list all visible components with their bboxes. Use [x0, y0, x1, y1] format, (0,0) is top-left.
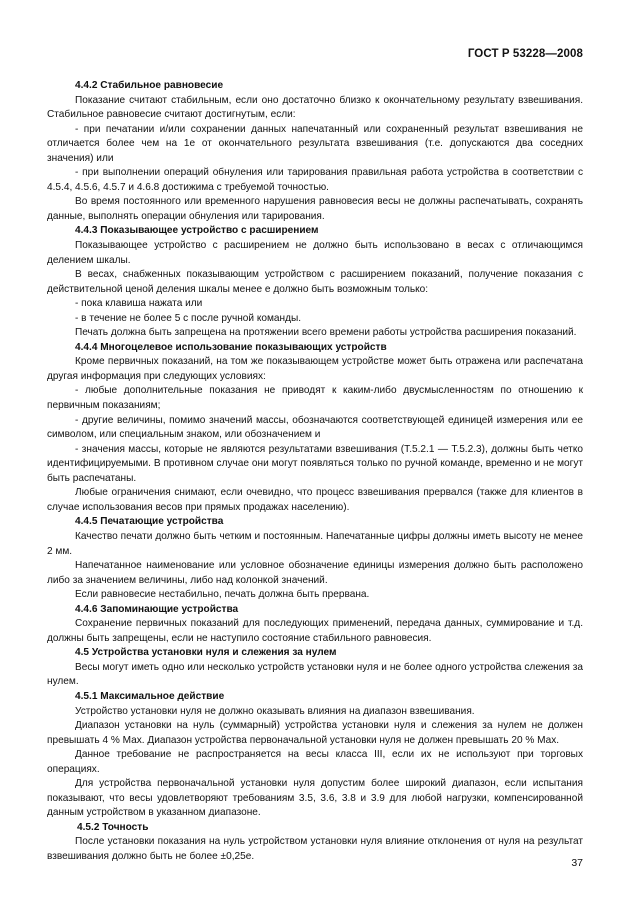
- section-heading: 4.4.6 Запоминающие устройства: [75, 603, 239, 615]
- paragraph: Диапазон установки на нуль (суммарный) устройства установки нуля и слежения за нулем не должен превышать 4 % Max. Диапазон устройства первоначальной установки нуля не должен превышать 20 % Max.: [47, 720, 583, 746]
- paragraph: Качество печати должно быть четким и постоянным. Напечатанные цифры должны иметь высоту не менее 2 мм.: [47, 530, 583, 557]
- paragraph: - значения массы, которые не являются результатами взвешивания (Т.5.2.1 — Т.5.2.3), должны быть четко идентифицируемыми. В противном случае они могут появляться только по ручной команде, временно и не могут быть распечатаны.: [47, 443, 583, 484]
- paragraph: - при выполнении операций обнуления или тарирования правильная работа устройства в соответствии с 4.5.4, 4.5.6, 4.5.7 и 4.6.8 достижима с требуемой точностью.: [47, 167, 583, 193]
- paragraph: Кроме первичных показаний, на том же показывающем устройстве может быть отражена или распечатана другая информация при следующих условиях:: [47, 356, 583, 382]
- paragraph: Любые ограничения снимают, если очевидно, что процесс взвешивания прервался (также для клиентов в случае использования весов при прямых продажах населению).: [47, 487, 583, 513]
- paragraph: Показывающее устройство с расширением не должно быть использовано в весах с отличающимся делением шкалы.: [47, 240, 583, 266]
- paragraph: Во время постоянного или временного нарушения равновесия весы не должны распечатывать, сохранять данные, выполнять операции обнуления или тарирования.: [47, 196, 583, 222]
- paragraph: - другие величины, помимо значений массы, обозначаются соответствующей единицей измерения или ее символом, или специальным знаком, или обозначением и: [47, 414, 583, 441]
- paragraph: - при печатании и/или сохранении данных напечатанный или сохраненный результат взвешивания не отличается более чем на 1e от окончательного результата взвешивания (т.е. допускаются два соседних значения) или: [47, 123, 583, 164]
- document-body: [47, 79, 583, 865]
- section-heading: 4.5.1 Максимальное действие: [75, 690, 225, 702]
- section-heading: 4.4.4 Многоцелевое использование показывающих устройств: [75, 341, 387, 353]
- paragraph: - пока клавиша нажата или: [75, 298, 203, 310]
- paragraph: После установки показания на нуль устройством установки нуля влияние отклонения от нуля на результат взвешивания должно быть не более ±0,25e.: [47, 836, 583, 862]
- section-heading: 4.4.3 Показывающее устройство с расширением: [75, 225, 319, 237]
- paragraph: Устройство установки нуля не должно оказывать влияния на диапазон взвешивания.: [75, 705, 475, 717]
- section-heading: 4.4.2 Стабильное равновесие: [75, 80, 224, 91]
- section-heading: 4.5.2 Точность: [77, 821, 149, 833]
- page-header-title: ГОСТ Р 53228—2008: [467, 48, 583, 60]
- page-number: 37: [571, 857, 583, 869]
- paragraph: Весы могут иметь одно или несколько устройств установки нуля и не более одного устройства слежения за нулем.: [47, 661, 583, 688]
- paragraph: Если равновесие нестабильно, печать должна быть прервана.: [75, 589, 370, 601]
- paragraph: Показание считают стабильным, если оно достаточно близко к окончательному результату взвешивания. Стабильное равновесие считают достигнутым, если:: [47, 94, 583, 121]
- paragraph: Печать должна быть запрещена на протяжении всего времени работы устройства расширения показаний.: [75, 327, 577, 339]
- paragraph: Для устройства первоначальной установки нуля допустим более широкий диапазон, если испытания показывают, что весы удовлетворяют требованиям 3.5, 3.6, 3.8 и 3.9 для любой нагрузки, компенсированной данным устройством в указанном диапазоне.: [47, 778, 583, 819]
- paragraph: - любые дополнительные показания не приводят к каким-либо двусмысленностям по отношению к первичным показаниям;: [47, 385, 583, 412]
- paragraph: Данное требование не распространяется на весы класса III, если их не используют при торговых операциях.: [47, 749, 583, 775]
- paragraph: - в течение не более 5 с после ручной команды.: [75, 312, 302, 324]
- section-heading: 4.4.5 Печатающие устройства: [75, 516, 224, 528]
- paragraph: Сохранение первичных показаний для последующих применений, передача данных, суммирование и т.д. должны быть запрещены, если не наступило состояние стабильного равновесия.: [47, 618, 583, 644]
- paragraph: Напечатанное наименование или условное обозначение единицы измерения должно быть расположено либо за значением величины, либо над колонкой значений.: [47, 560, 583, 586]
- paragraph: В весах, снабженных показывающим устройством с расширением показаний, получение показания с действительной ценой деления шкалы менее e должно быть возможным только:: [47, 269, 583, 295]
- section-heading: 4.5 Устройства установки нуля и слежения за нулем: [75, 647, 337, 659]
